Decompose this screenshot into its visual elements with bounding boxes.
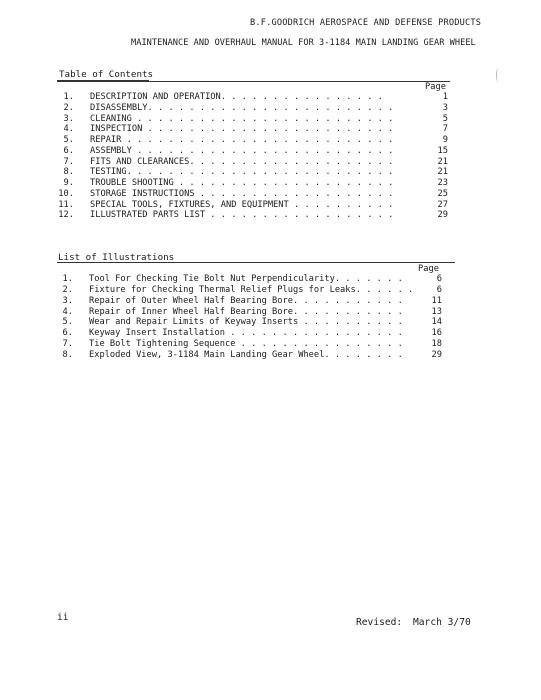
entry-number: 10.	[58, 188, 74, 199]
entry-number: 7.	[62, 339, 73, 350]
toc-title: Table of Contents	[59, 69, 154, 80]
loi-title: List of Illustrations	[58, 252, 175, 263]
entry-page-number: 7	[442, 124, 448, 135]
entry-page-number: 27	[437, 199, 448, 210]
entry-page-number: 13	[431, 306, 442, 317]
entry-page-number: 11	[431, 295, 442, 306]
entry-title: DISASSEMBLY. . . . . . . . . . . . . . . . . . . . . . . .	[90, 102, 394, 113]
entry-title: SPECIAL TOOLS, FIXTURES, AND EQUIPMENT . . . . . . . . . .	[90, 199, 394, 210]
entry-title: TROUBLE SHOOTING . . . . . . . . . . . . . . . . . . . . .	[90, 178, 394, 188]
illustration-entry	[0, 296, 541, 307]
entry-page-number: 15	[437, 145, 448, 156]
entry-number: 8.	[63, 167, 74, 178]
entry-number: 9.	[63, 178, 74, 188]
entry-page-number: 21	[437, 156, 448, 167]
page-number: ii	[57, 612, 69, 623]
entry-number: 4.	[62, 306, 73, 317]
entry-number: 12.	[58, 210, 74, 221]
margin-mark	[496, 68, 501, 82]
entry-number: 6.	[63, 145, 74, 156]
entry-page-number: 6	[436, 274, 442, 284]
entry-title: Repair of Outer Wheel Half Bearing Bore. . . . . . . . . . .	[89, 295, 403, 306]
entry-title: Tool For Checking Tie Bolt Nut Perpendicularity. . . . . . .	[89, 274, 403, 284]
entry-title: Keyway Insert Installation . . . . . . . . . . . . . . . . .	[89, 328, 403, 339]
entry-page-number: 5	[442, 113, 448, 124]
entry-title: DESCRIPTION AND OPERATION. . . . . . . . . . . . . . . .	[90, 92, 383, 102]
toc-page-heading: Page	[425, 82, 446, 92]
entry-number: 8.	[62, 349, 73, 360]
entry-title: Repair of Inner Wheel Half Bearing Bore. . . . . . . . . . .	[89, 306, 403, 317]
illustration-entry	[0, 339, 541, 350]
entry-title: TESTING. . . . . . . . . . . . . . . . . . . . . . . . . .	[90, 167, 394, 178]
entry-number: 11.	[58, 199, 74, 210]
entry-page-number: 6	[436, 284, 442, 295]
entry-page-number: 16	[431, 328, 442, 339]
entry-title: INSPECTION . . . . . . . . . . . . . . . . . . . . . . . .	[90, 124, 394, 135]
entry-number: 2.	[62, 284, 73, 295]
entry-title: Wear and Repair Limits of Keyway Inserts . . . . . . . . . .	[89, 317, 403, 328]
header-manual-title: MAINTENANCE AND OVERHAUL MANUAL FOR 3-1184 MAIN LANDING GEAR WHEEL	[131, 38, 476, 48]
entry-title: FITS AND CLEARANCES. . . . . . . . . . . . . . . . . . . .	[90, 156, 394, 167]
entry-number: 6.	[62, 328, 73, 339]
illustration-entry	[0, 285, 541, 296]
illustration-entry	[0, 317, 541, 328]
entry-title: Tie Bolt Tightening Sequence . . . . . . . . . . . . . . . .	[89, 339, 403, 350]
illustration-entry	[0, 350, 541, 361]
entry-number: 4.	[63, 124, 74, 135]
entry-title: STORAGE INSTRUCTIONS . . . . . . . . . . . . . . . . . . .	[90, 188, 394, 199]
illustration-entry	[0, 274, 541, 285]
entry-title: CLEANING . . . . . . . . . . . . . . . . . . . . . . . . .	[90, 113, 394, 124]
entry-title: Exploded View, 3-1184 Main Landing Gear Wheel. . . . . . . .	[89, 349, 403, 360]
entry-number: 3.	[63, 113, 74, 124]
entry-title: REPAIR . . . . . . . . . . . . . . . . . . . . . . . . . .	[90, 135, 394, 145]
header-company: B.F.GOODRICH AEROSPACE AND DEFENSE PRODUCTS	[250, 18, 482, 28]
entry-page-number: 25	[437, 188, 448, 199]
illustration-entry	[0, 328, 541, 339]
entry-number: 1.	[62, 274, 73, 284]
revised-date: March 3/70	[413, 617, 471, 628]
entry-page-number: 29	[431, 349, 442, 360]
entry-number: 3.	[62, 295, 73, 306]
entry-page-number: 3	[442, 102, 448, 113]
entry-number: 2.	[63, 102, 74, 113]
entry-page-number: 1	[442, 92, 448, 102]
entry-page-number: 21	[437, 167, 448, 178]
entry-number: 7.	[63, 156, 74, 167]
revised-label: Revised:	[356, 617, 403, 628]
entry-page-number: 14	[431, 317, 442, 328]
entry-number: 1.	[63, 92, 74, 102]
entry-number: 5.	[63, 135, 74, 145]
loi-page-heading: Page	[418, 264, 439, 274]
entry-number: 5.	[62, 317, 73, 328]
entry-page-number: 18	[431, 339, 442, 350]
entry-title: ILLUSTRATED PARTS LIST . . . . . . . . . . . . . . . . . .	[90, 210, 394, 221]
entry-page-number: 9	[442, 135, 448, 145]
entry-page-number: 29	[437, 210, 448, 221]
entry-title: ASSEMBLY . . . . . . . . . . . . . . . . . . . . . . . . .	[90, 145, 394, 156]
entry-title: Fixture for Checking Thermal Relief Plugs for Leaks. . . . . .	[89, 284, 414, 295]
entry-page-number: 23	[437, 178, 448, 188]
illustration-entry	[0, 307, 541, 318]
